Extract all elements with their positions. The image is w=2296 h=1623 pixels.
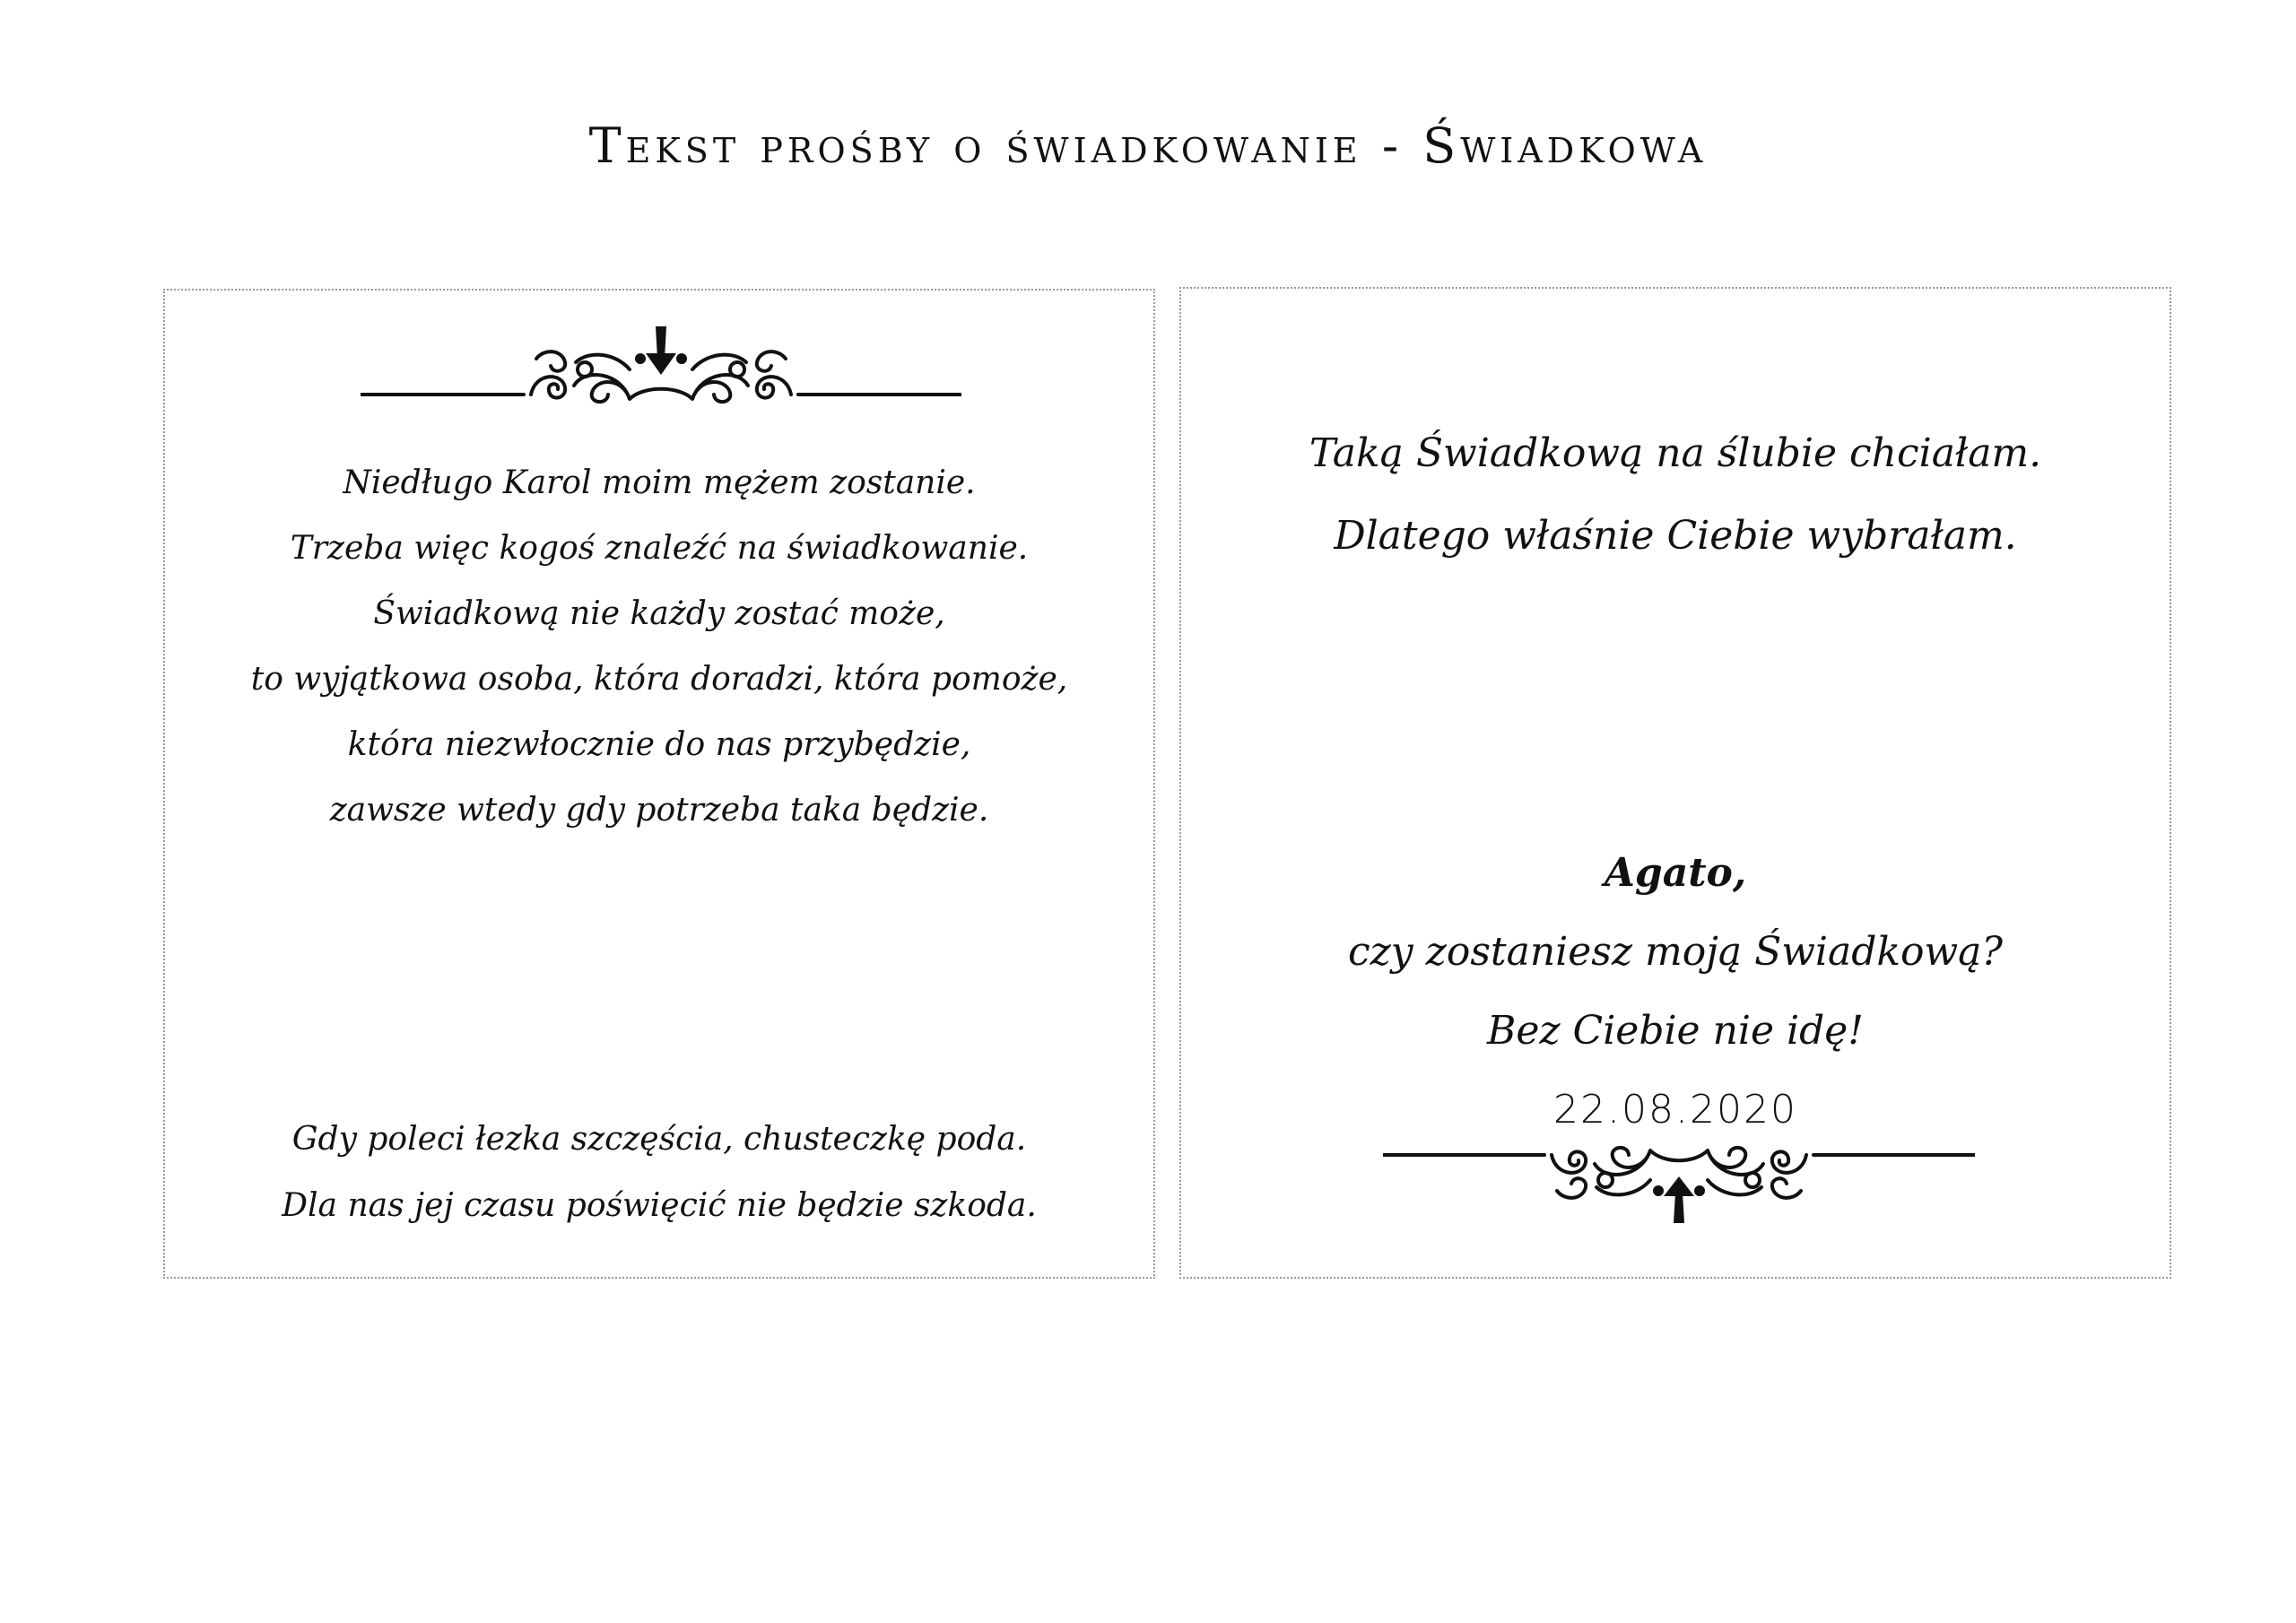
question-line: czy zostaniesz moją Świadkową? (1347, 929, 2004, 975)
question-block (1181, 834, 2170, 1150)
closing-line: Dla nas jej czasu poświęcić nie będzie szkoda. (282, 1187, 1037, 1224)
intro-line: Dlatego właśnie Ciebie wybrałam. (1334, 513, 2017, 559)
poem-line: która niezwłocznie do nas przybędzie, (347, 726, 971, 763)
poem-line: Świadkową nie każdy zostać może, (373, 595, 945, 632)
poem-line: to wyjątkowa osoba, która doradzi, która pomoże, (250, 661, 1068, 698)
poem-closing (165, 1107, 1153, 1239)
addressee-name: Agato, (1604, 850, 1747, 896)
right-card (1179, 287, 2171, 1279)
poem-line: Niedługo Karol moim mężem zostanie. (343, 464, 976, 501)
exclamation-line: Bez Ciebie nie idę! (1487, 1008, 1864, 1054)
wedding-date: 22.08.2020 (1553, 1087, 1797, 1133)
intro-line: Taką Świadkową na ślubie chciałam. (1309, 430, 2042, 476)
flourish-divider-bottom-icon (1383, 1137, 1975, 1227)
flourish-divider-top-icon (361, 323, 961, 412)
page-title: Tekst prośby o świadkowanie - Świadkowa (588, 117, 1708, 174)
poem-stanza (165, 450, 1153, 843)
poem-line: zawsze wtedy gdy potrzeba taka będzie. (329, 792, 989, 829)
left-card (163, 289, 1155, 1279)
poem-line: Trzeba więc kogoś znaleźć na świadkowanie. (290, 530, 1029, 567)
closing-line: Gdy poleci łezka szczęścia, chusteczkę poda. (291, 1121, 1027, 1158)
intro-stanza (1181, 412, 2170, 577)
